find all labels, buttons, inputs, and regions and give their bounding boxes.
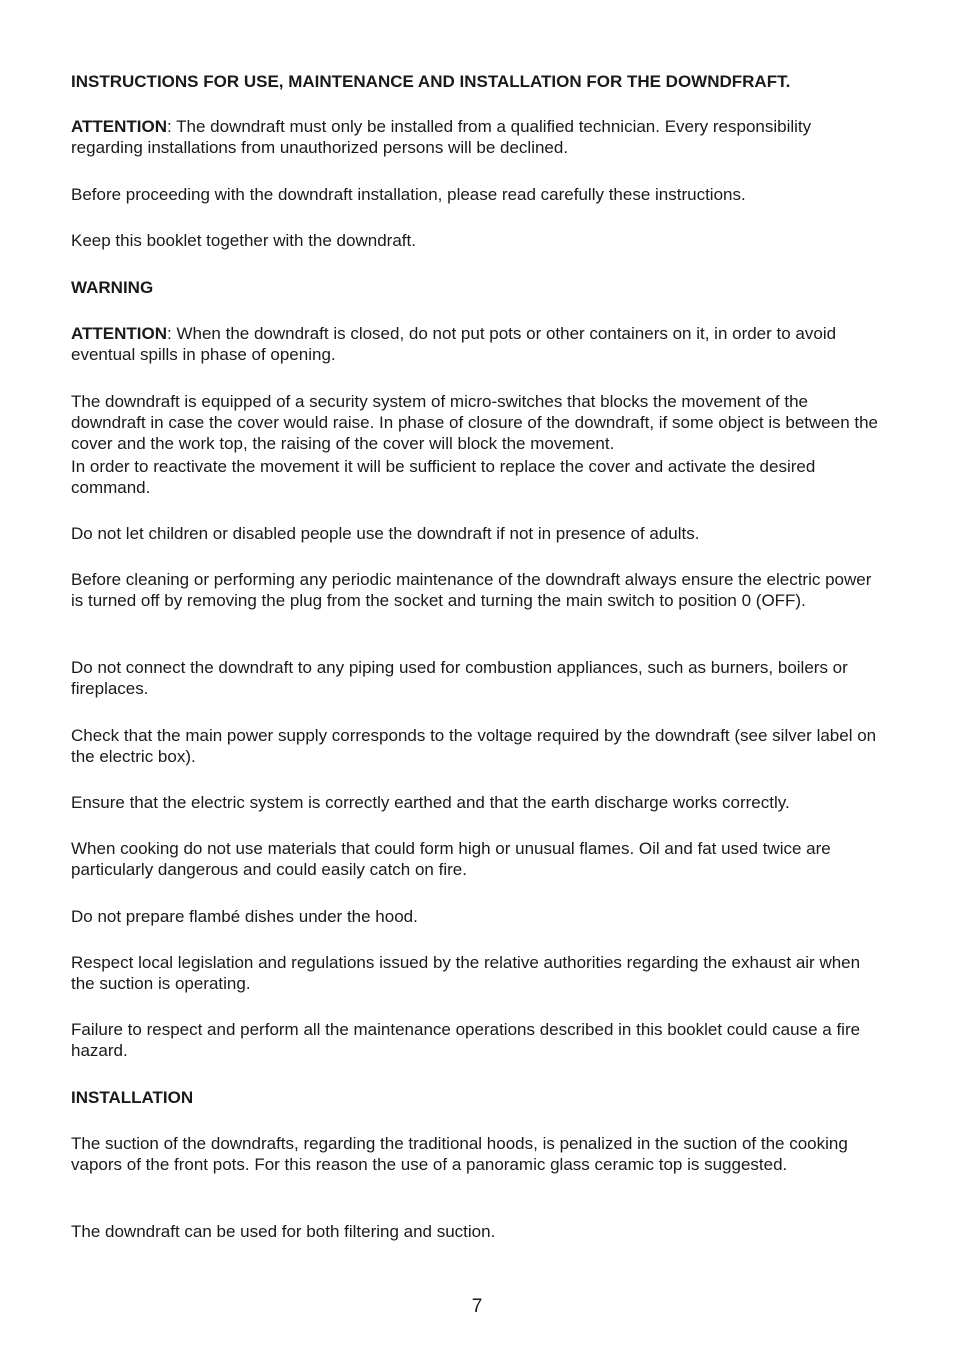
attention-label: ATTENTION — [71, 324, 168, 343]
attention-paragraph-installation — [71, 116, 886, 158]
paragraph-flames: When cooking do not use materials that could form high or unusual flames. Oil and fat used twice are particularly dangerous and could easily catch on fire. — [71, 839, 831, 879]
paragraph-security-system: The downdraft is equipped of a security system of micro-switches that blocks the movement of the downdraft in case the cover would raise. In phase of closure of the downdraft, if some object is between the cover and the work top, the raising of the cover will block the movement. — [71, 392, 879, 453]
paragraph-filtering: The downdraft can be used for both filtering and suction. — [71, 1222, 496, 1241]
attention-label: ATTENTION — [71, 117, 168, 136]
attention-paragraph-closed — [71, 323, 886, 365]
paragraph-power-supply: Check that the main power supply corresponds to the voltage required by the downdraft (see silver label on the electric box). — [71, 726, 877, 766]
paragraph-fire-hazard: Failure to respect and perform all the maintenance operations described in this booklet could cause a fire hazard. — [71, 1020, 861, 1060]
document-title: INSTRUCTIONS FOR USE, MAINTENANCE AND INSTALLATION FOR THE DOWNDFRAFT. — [71, 72, 791, 91]
paragraph-flambe: Do not prepare flambé dishes under the hood. — [71, 907, 418, 926]
installation-heading: INSTALLATION — [71, 1088, 194, 1107]
paragraph-earthing: Ensure that the electric system is correctly earthed and that the earth discharge works correctly. — [71, 793, 790, 812]
warning-heading: WARNING — [71, 278, 154, 297]
paragraph-reactivate: In order to reactivate the movement it will be sufficient to replace the cover and activate the desired command. — [71, 457, 816, 497]
attention-text: : The downdraft must only be installed from a qualified technician. Every responsibility regarding installations from unauthorized persons will be declined. — [71, 117, 812, 157]
paragraph-children: Do not let children or disabled people use the downdraft if not in presence of adults. — [71, 524, 700, 543]
attention-text: : When the downdraft is closed, do not put pots or other containers on it, in order to avoid eventual spills in phase of opening. — [71, 324, 837, 364]
paragraph-read-instructions: Before proceeding with the downdraft installation, please read carefully these instructions. — [71, 185, 746, 204]
paragraph-suction: The suction of the downdrafts, regarding the traditional hoods, is penalized in the suction of the cooking vapors of the front pots. For this reason the use of a panoramic glass ceramic top is suggested. — [71, 1134, 848, 1174]
paragraph-piping: Do not connect the downdraft to any piping used for combustion appliances, such as burners, boilers or fireplaces. — [71, 658, 848, 698]
page-number: 7 — [471, 1296, 483, 1317]
paragraph-keep-booklet: Keep this booklet together with the downdraft. — [71, 231, 416, 250]
paragraph-legislation: Respect local legislation and regulations issued by the relative authorities regarding the exhaust air when the suction is operating. — [71, 953, 861, 993]
paragraph-cleaning: Before cleaning or performing any periodic maintenance of the downdraft always ensure the electric power is turned off by removing the plug from the socket and turning the main switch to position 0 (OFF). — [71, 570, 872, 610]
